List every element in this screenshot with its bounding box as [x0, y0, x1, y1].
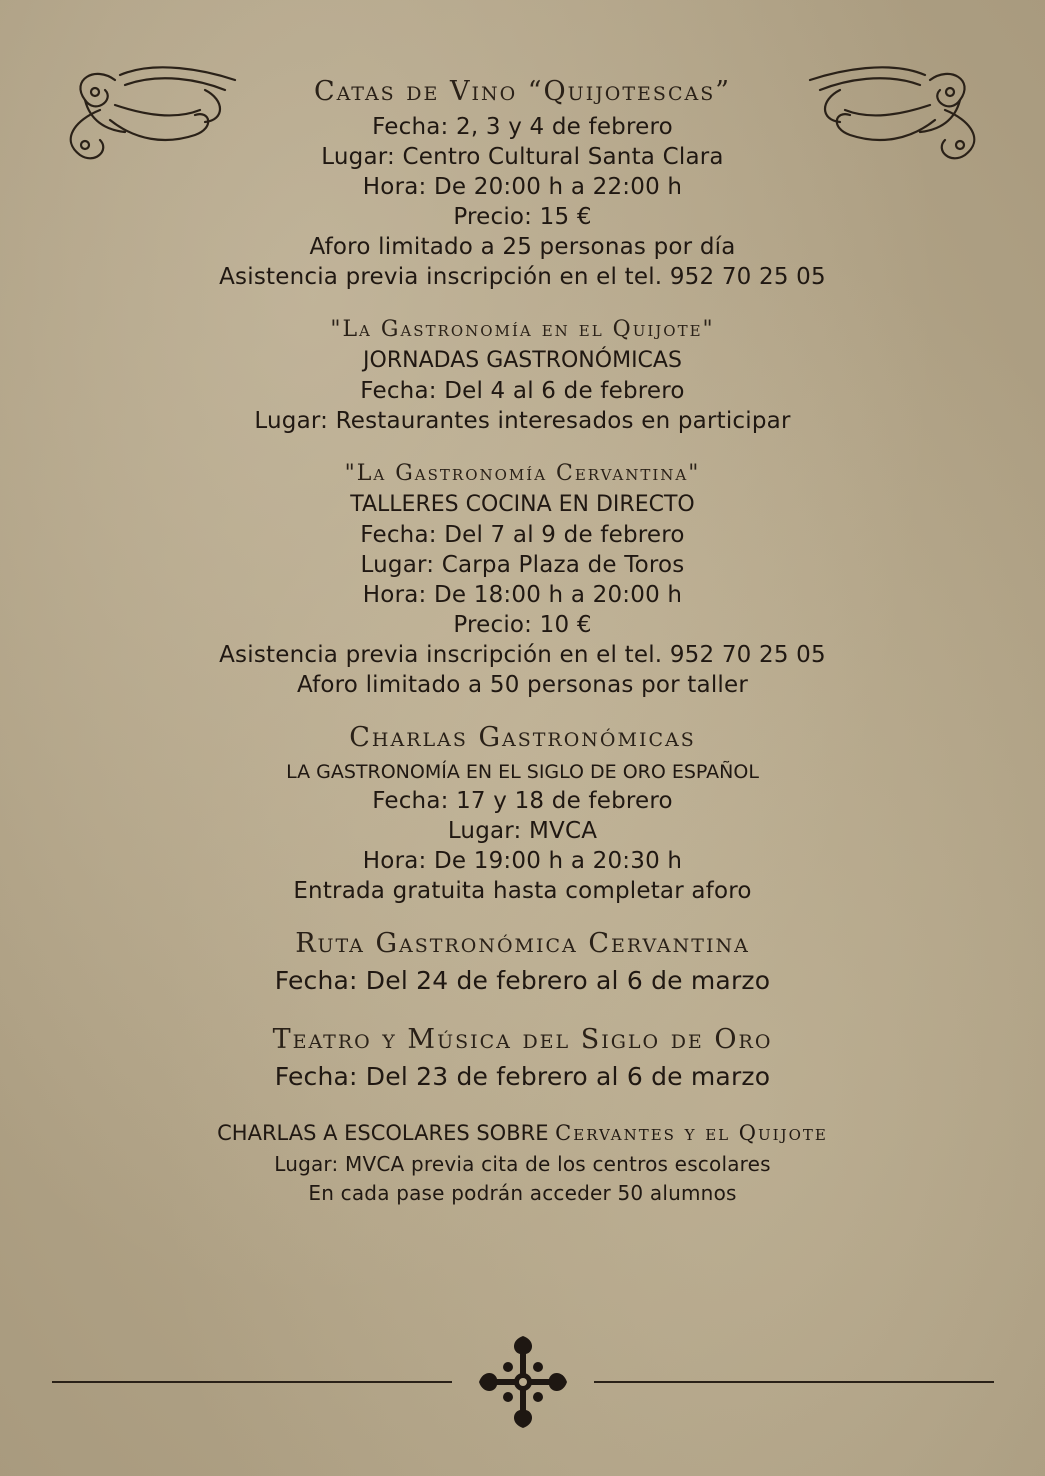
detail-line: Lugar: MVCA	[447, 818, 598, 844]
detail-line: Fecha: Del 23 de febrero al 6 de marzo	[274, 1062, 771, 1091]
section-teatro	[0, 1020, 1045, 1094]
detail-line: Fecha: Del 7 al 9 de febrero	[360, 522, 685, 548]
detail-line: Precio: 15 €	[453, 204, 592, 230]
detail-line: Lugar: MVCA previa cita de los centros escolares	[274, 1152, 771, 1176]
detail-line: Aforo limitado a 50 personas por taller	[296, 672, 749, 698]
detail-line: Asistencia previa inscripción en el tel. 952 70 25 05	[219, 642, 826, 668]
section-title: Charlas Gastronómicas	[349, 722, 696, 753]
detail-line: Lugar: Carpa Plaza de Toros	[360, 552, 685, 578]
detail-line: Lugar: Restaurantes interesados en participar	[254, 408, 791, 434]
section-jornadas	[0, 314, 1045, 436]
detail-line: Hora: De 19:00 h a 20:30 h	[362, 848, 683, 874]
title-serif: Cervantes y el Quijote	[555, 1121, 828, 1145]
footer-rule-left	[52, 1381, 452, 1383]
section-subtitle: LA GASTRONOMÍA EN EL SIGLO DE ORO ESPAÑOL	[286, 761, 759, 783]
program-list	[0, 72, 1045, 1208]
detail-line: Asistencia previa inscripción en el tel. 952 70 25 05	[219, 264, 826, 290]
footer-rule-right	[594, 1381, 994, 1383]
detail-line: Entrada gratuita hasta completar aforo	[293, 878, 752, 904]
detail-line: Aforo limitado a 25 personas por día	[309, 234, 736, 260]
section-charlas	[0, 718, 1045, 906]
section-title: "La Gastronomía Cervantina"	[344, 461, 701, 486]
detail-line: Hora: De 18:00 h a 20:00 h	[362, 582, 683, 608]
section-subtitle: TALLERES COCINA EN DIRECTO	[350, 492, 695, 517]
detail-line: Precio: 10 €	[453, 612, 592, 638]
section-title: Catas de Vino “Quijotescas”	[313, 76, 732, 107]
detail-line: Fecha: 2, 3 y 4 de febrero	[372, 114, 673, 140]
section-talleres	[0, 458, 1045, 700]
section-title	[0, 1116, 1045, 1150]
section-catas	[0, 72, 1045, 292]
detail-line: Fecha: 17 y 18 de febrero	[372, 788, 673, 814]
section-ruta	[0, 924, 1045, 998]
section-title: Teatro y Música del Siglo de Oro	[272, 1024, 773, 1055]
section-escolares	[0, 1116, 1045, 1208]
section-title: "La Gastronomía en el Quijote"	[330, 317, 715, 342]
detail-line: Lugar: Centro Cultural Santa Clara	[321, 144, 724, 170]
detail-line: Fecha: Del 4 al 6 de febrero	[360, 378, 685, 404]
detail-line: Hora: De 20:00 h a 22:00 h	[362, 174, 683, 200]
section-subtitle: JORNADAS GASTRONÓMICAS	[363, 348, 682, 373]
section-title: Ruta Gastronómica Cervantina	[295, 928, 750, 959]
calatrava-cross-icon	[476, 1332, 570, 1432]
detail-line: Fecha: Del 24 de febrero al 6 de marzo	[274, 966, 771, 995]
title-caps: CHARLAS A ESCOLARES SOBRE	[217, 1121, 549, 1145]
detail-line: En cada pase podrán acceder 50 alumnos	[308, 1181, 737, 1205]
